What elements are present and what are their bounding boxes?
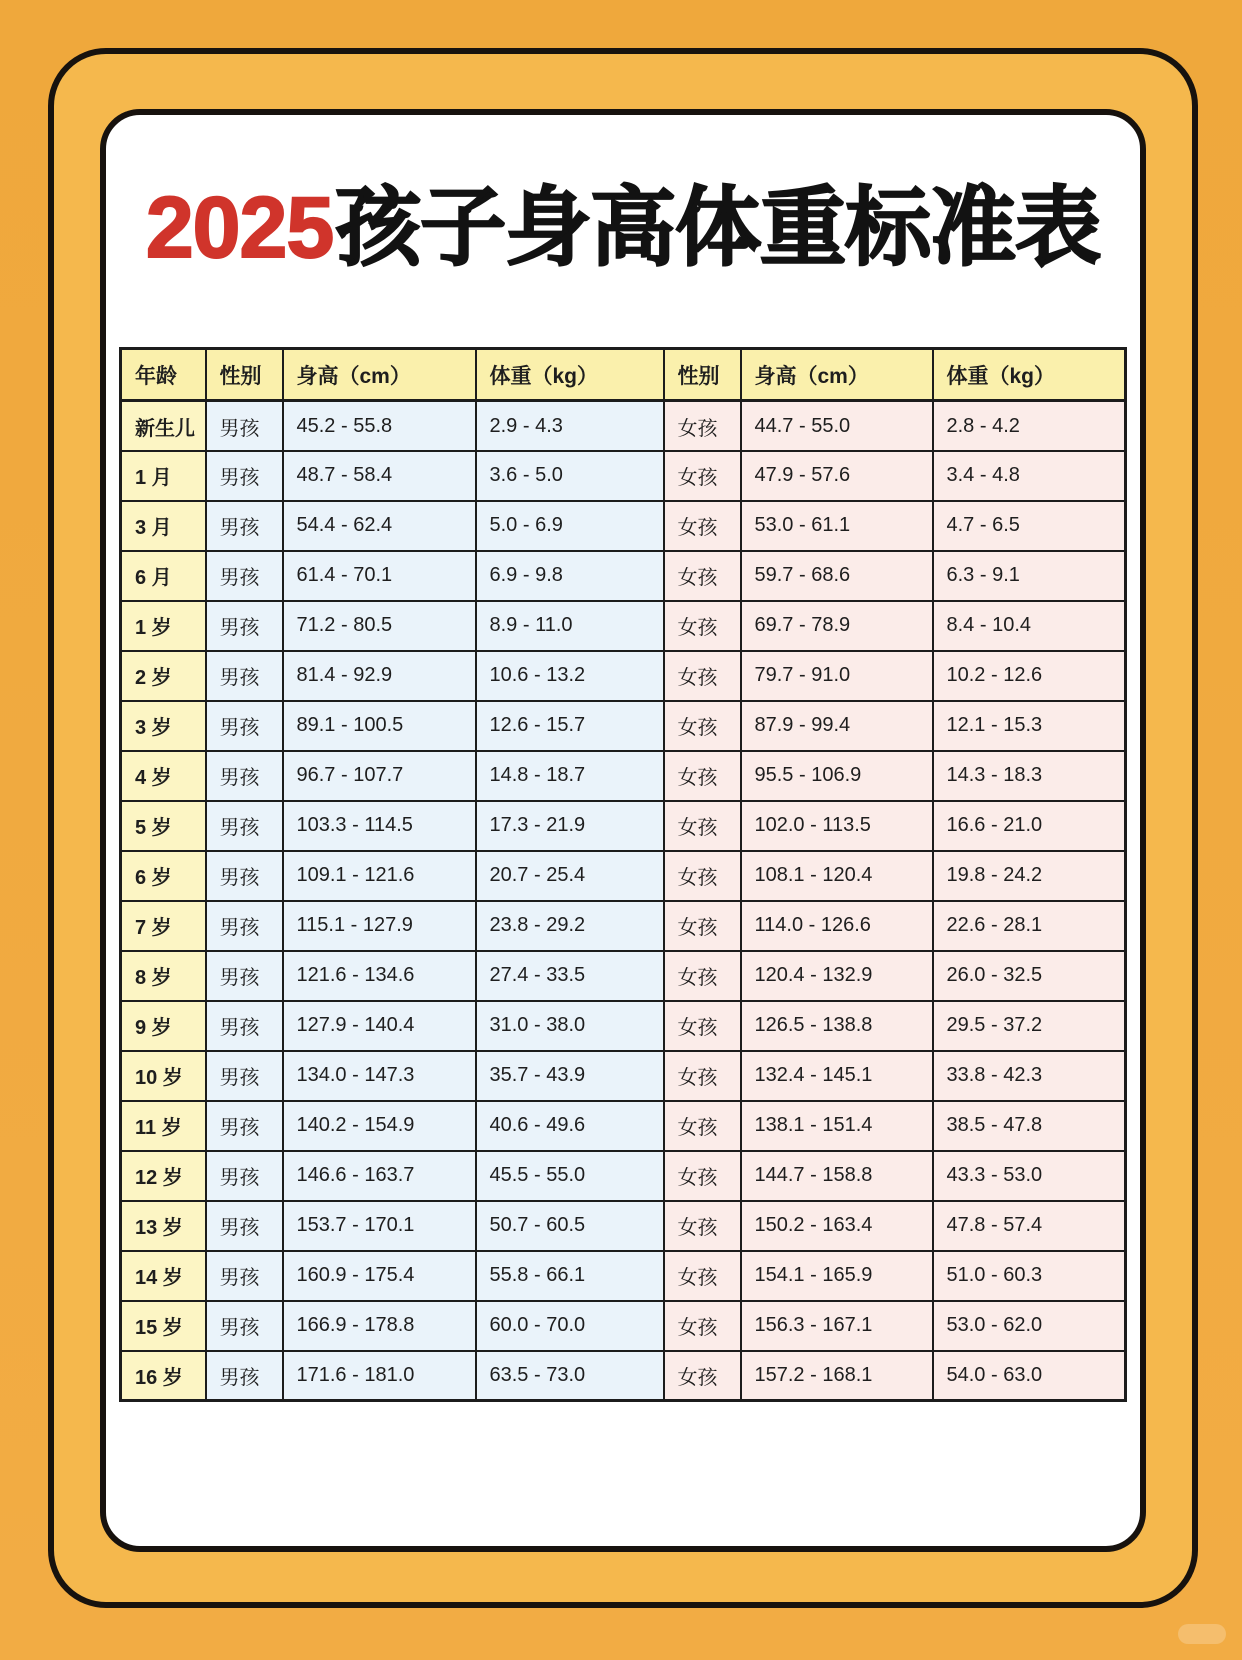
- table-row: [121, 951, 1126, 1001]
- cell-girl-gender: 女孩: [664, 801, 741, 851]
- header-cell: 年龄: [121, 349, 206, 401]
- cell-boy-height: 81.4 - 92.9: [283, 651, 476, 701]
- cell-girl-weight: 3.4 - 4.8: [933, 451, 1126, 501]
- watermark-badge: [1178, 1624, 1226, 1644]
- outer-frame: [48, 48, 1198, 1608]
- cell-girl-gender: 女孩: [664, 701, 741, 751]
- cell-boy-gender: 男孩: [206, 701, 283, 751]
- cell-girl-height: 102.0 - 113.5: [741, 801, 933, 851]
- cell-boy-weight: 27.4 - 33.5: [476, 951, 664, 1001]
- cell-boy-height: 121.6 - 134.6: [283, 951, 476, 1001]
- cell-girl-gender: 女孩: [664, 601, 741, 651]
- cell-boy-gender: 男孩: [206, 1301, 283, 1351]
- cell-boy-height: 103.3 - 114.5: [283, 801, 476, 851]
- header-cell: 身高（cm）: [741, 349, 933, 401]
- table-row: [121, 401, 1126, 451]
- cell-age: 9 岁: [121, 1001, 206, 1051]
- cell-boy-gender: 男孩: [206, 851, 283, 901]
- cell-girl-gender: 女孩: [664, 401, 741, 451]
- cell-girl-height: 53.0 - 61.1: [741, 501, 933, 551]
- content-card: [100, 109, 1146, 1552]
- cell-boy-weight: 10.6 - 13.2: [476, 651, 664, 701]
- cell-girl-weight: 8.4 - 10.4: [933, 601, 1126, 651]
- cell-boy-weight: 2.9 - 4.3: [476, 401, 664, 451]
- cell-boy-weight: 45.5 - 55.0: [476, 1151, 664, 1201]
- cell-boy-gender: 男孩: [206, 601, 283, 651]
- cell-girl-height: 44.7 - 55.0: [741, 401, 933, 451]
- cell-girl-height: 114.0 - 126.6: [741, 901, 933, 951]
- cell-girl-weight: 29.5 - 37.2: [933, 1001, 1126, 1051]
- cell-boy-height: 89.1 - 100.5: [283, 701, 476, 751]
- cell-girl-height: 156.3 - 167.1: [741, 1301, 933, 1351]
- standards-table: [119, 347, 1127, 1402]
- cell-boy-gender: 男孩: [206, 1251, 283, 1301]
- cell-girl-weight: 43.3 - 53.0: [933, 1151, 1126, 1201]
- cell-girl-weight: 47.8 - 57.4: [933, 1201, 1126, 1251]
- cell-girl-weight: 14.3 - 18.3: [933, 751, 1126, 801]
- cell-girl-weight: 33.8 - 42.3: [933, 1051, 1126, 1101]
- cell-boy-weight: 3.6 - 5.0: [476, 451, 664, 501]
- cell-girl-weight: 10.2 - 12.6: [933, 651, 1126, 701]
- cell-girl-height: 47.9 - 57.6: [741, 451, 933, 501]
- cell-boy-weight: 35.7 - 43.9: [476, 1051, 664, 1101]
- table-row: [121, 751, 1126, 801]
- cell-age: 1 岁: [121, 601, 206, 651]
- table-row: [121, 651, 1126, 701]
- cell-girl-gender: 女孩: [664, 1101, 741, 1151]
- cell-age: 16 岁: [121, 1351, 206, 1401]
- cell-girl-weight: 16.6 - 21.0: [933, 801, 1126, 851]
- cell-boy-weight: 5.0 - 6.9: [476, 501, 664, 551]
- cell-boy-weight: 23.8 - 29.2: [476, 901, 664, 951]
- page-title: [106, 180, 1140, 276]
- cell-girl-gender: 女孩: [664, 1051, 741, 1101]
- cell-age: 3 月: [121, 501, 206, 551]
- cell-boy-weight: 6.9 - 9.8: [476, 551, 664, 601]
- cell-age: 3 岁: [121, 701, 206, 751]
- cell-age: 7 岁: [121, 901, 206, 951]
- header-cell: 体重（kg）: [476, 349, 664, 401]
- cell-boy-height: 48.7 - 58.4: [283, 451, 476, 501]
- header-cell: 性别: [206, 349, 283, 401]
- cell-girl-gender: 女孩: [664, 1151, 741, 1201]
- cell-boy-height: 134.0 - 147.3: [283, 1051, 476, 1101]
- table-row: [121, 1351, 1126, 1401]
- cell-girl-weight: 4.7 - 6.5: [933, 501, 1126, 551]
- cell-girl-height: 95.5 - 106.9: [741, 751, 933, 801]
- cell-boy-height: 153.7 - 170.1: [283, 1201, 476, 1251]
- cell-boy-height: 146.6 - 163.7: [283, 1151, 476, 1201]
- cell-girl-gender: 女孩: [664, 751, 741, 801]
- cell-girl-weight: 53.0 - 62.0: [933, 1301, 1126, 1351]
- cell-boy-gender: 男孩: [206, 501, 283, 551]
- cell-girl-gender: 女孩: [664, 1201, 741, 1251]
- cell-age: 10 岁: [121, 1051, 206, 1101]
- cell-girl-height: 59.7 - 68.6: [741, 551, 933, 601]
- cell-girl-gender: 女孩: [664, 501, 741, 551]
- cell-boy-weight: 63.5 - 73.0: [476, 1351, 664, 1401]
- cell-boy-gender: 男孩: [206, 401, 283, 451]
- cell-girl-height: 69.7 - 78.9: [741, 601, 933, 651]
- table-row: [121, 1001, 1126, 1051]
- cell-girl-gender: 女孩: [664, 551, 741, 601]
- cell-boy-height: 96.7 - 107.7: [283, 751, 476, 801]
- cell-boy-height: 54.4 - 62.4: [283, 501, 476, 551]
- table-row: [121, 1251, 1126, 1301]
- cell-girl-gender: 女孩: [664, 1251, 741, 1301]
- cell-age: 2 岁: [121, 651, 206, 701]
- cell-age: 15 岁: [121, 1301, 206, 1351]
- cell-boy-weight: 50.7 - 60.5: [476, 1201, 664, 1251]
- header-cell: 体重（kg）: [933, 349, 1126, 401]
- table-row: [121, 1151, 1126, 1201]
- cell-age: 6 岁: [121, 851, 206, 901]
- table-row: [121, 501, 1126, 551]
- cell-girl-weight: 22.6 - 28.1: [933, 901, 1126, 951]
- cell-boy-gender: 男孩: [206, 651, 283, 701]
- cell-boy-gender: 男孩: [206, 1001, 283, 1051]
- table-row: [121, 1101, 1126, 1151]
- cell-girl-height: 120.4 - 132.9: [741, 951, 933, 1001]
- cell-girl-weight: 6.3 - 9.1: [933, 551, 1126, 601]
- cell-girl-gender: 女孩: [664, 451, 741, 501]
- cell-girl-height: 157.2 - 168.1: [741, 1351, 933, 1401]
- cell-girl-height: 154.1 - 165.9: [741, 1251, 933, 1301]
- cell-girl-height: 150.2 - 163.4: [741, 1201, 933, 1251]
- cell-boy-weight: 20.7 - 25.4: [476, 851, 664, 901]
- cell-girl-gender: 女孩: [664, 851, 741, 901]
- table-row: [121, 701, 1126, 751]
- cell-boy-weight: 40.6 - 49.6: [476, 1101, 664, 1151]
- cell-boy-height: 71.2 - 80.5: [283, 601, 476, 651]
- cell-boy-weight: 55.8 - 66.1: [476, 1251, 664, 1301]
- cell-boy-height: 115.1 - 127.9: [283, 901, 476, 951]
- cell-girl-weight: 2.8 - 4.2: [933, 401, 1126, 451]
- header-row: [121, 349, 1126, 401]
- cell-girl-height: 126.5 - 138.8: [741, 1001, 933, 1051]
- cell-age: 12 岁: [121, 1151, 206, 1201]
- cell-boy-gender: 男孩: [206, 1051, 283, 1101]
- cell-boy-weight: 12.6 - 15.7: [476, 701, 664, 751]
- cell-boy-gender: 男孩: [206, 1351, 283, 1401]
- table-row: [121, 801, 1126, 851]
- cell-boy-height: 166.9 - 178.8: [283, 1301, 476, 1351]
- cell-age: 14 岁: [121, 1251, 206, 1301]
- cell-boy-gender: 男孩: [206, 1151, 283, 1201]
- cell-boy-height: 109.1 - 121.6: [283, 851, 476, 901]
- cell-age: 5 岁: [121, 801, 206, 851]
- table-row: [121, 451, 1126, 501]
- cell-girl-weight: 12.1 - 15.3: [933, 701, 1126, 751]
- cell-girl-gender: 女孩: [664, 1301, 741, 1351]
- cell-girl-gender: 女孩: [664, 951, 741, 1001]
- cell-girl-weight: 54.0 - 63.0: [933, 1351, 1126, 1401]
- cell-boy-gender: 男孩: [206, 951, 283, 1001]
- cell-boy-gender: 男孩: [206, 1201, 283, 1251]
- cell-boy-gender: 男孩: [206, 1101, 283, 1151]
- cell-boy-weight: 31.0 - 38.0: [476, 1001, 664, 1051]
- cell-girl-height: 132.4 - 145.1: [741, 1051, 933, 1101]
- cell-age: 8 岁: [121, 951, 206, 1001]
- cell-girl-weight: 51.0 - 60.3: [933, 1251, 1126, 1301]
- cell-boy-weight: 14.8 - 18.7: [476, 751, 664, 801]
- cell-boy-gender: 男孩: [206, 901, 283, 951]
- cell-age: 1 月: [121, 451, 206, 501]
- cell-boy-gender: 男孩: [206, 801, 283, 851]
- table-row: [121, 1301, 1126, 1351]
- cell-age: 11 岁: [121, 1101, 206, 1151]
- cell-boy-gender: 男孩: [206, 551, 283, 601]
- cell-boy-height: 171.6 - 181.0: [283, 1351, 476, 1401]
- cell-girl-height: 144.7 - 158.8: [741, 1151, 933, 1201]
- cell-boy-height: 61.4 - 70.1: [283, 551, 476, 601]
- cell-boy-height: 45.2 - 55.8: [283, 401, 476, 451]
- cell-girl-weight: 26.0 - 32.5: [933, 951, 1126, 1001]
- cell-age: 13 岁: [121, 1201, 206, 1251]
- cell-boy-gender: 男孩: [206, 751, 283, 801]
- cell-girl-gender: 女孩: [664, 1001, 741, 1051]
- cell-boy-weight: 8.9 - 11.0: [476, 601, 664, 651]
- cell-girl-height: 108.1 - 120.4: [741, 851, 933, 901]
- cell-boy-height: 127.9 - 140.4: [283, 1001, 476, 1051]
- table-row: [121, 901, 1126, 951]
- header-cell: 身高（cm）: [283, 349, 476, 401]
- title-year: 2025: [145, 180, 334, 276]
- header-cell: 性别: [664, 349, 741, 401]
- table-row: [121, 551, 1126, 601]
- cell-age: 4 岁: [121, 751, 206, 801]
- cell-girl-weight: 19.8 - 24.2: [933, 851, 1126, 901]
- cell-girl-height: 79.7 - 91.0: [741, 651, 933, 701]
- cell-boy-height: 160.9 - 175.4: [283, 1251, 476, 1301]
- cell-girl-weight: 38.5 - 47.8: [933, 1101, 1126, 1151]
- table-row: [121, 1051, 1126, 1101]
- cell-girl-gender: 女孩: [664, 901, 741, 951]
- cell-age: 6 月: [121, 551, 206, 601]
- table-row: [121, 601, 1126, 651]
- cell-boy-weight: 17.3 - 21.9: [476, 801, 664, 851]
- cell-girl-gender: 女孩: [664, 651, 741, 701]
- cell-boy-height: 140.2 - 154.9: [283, 1101, 476, 1151]
- cell-age: 新生儿: [121, 401, 206, 451]
- cell-boy-weight: 60.0 - 70.0: [476, 1301, 664, 1351]
- cell-girl-gender: 女孩: [664, 1351, 741, 1401]
- cell-girl-height: 87.9 - 99.4: [741, 701, 933, 751]
- table-row: [121, 1201, 1126, 1251]
- cell-boy-gender: 男孩: [206, 451, 283, 501]
- cell-girl-height: 138.1 - 151.4: [741, 1101, 933, 1151]
- title-text: 孩子身高体重标准表: [335, 180, 1101, 276]
- table-row: [121, 851, 1126, 901]
